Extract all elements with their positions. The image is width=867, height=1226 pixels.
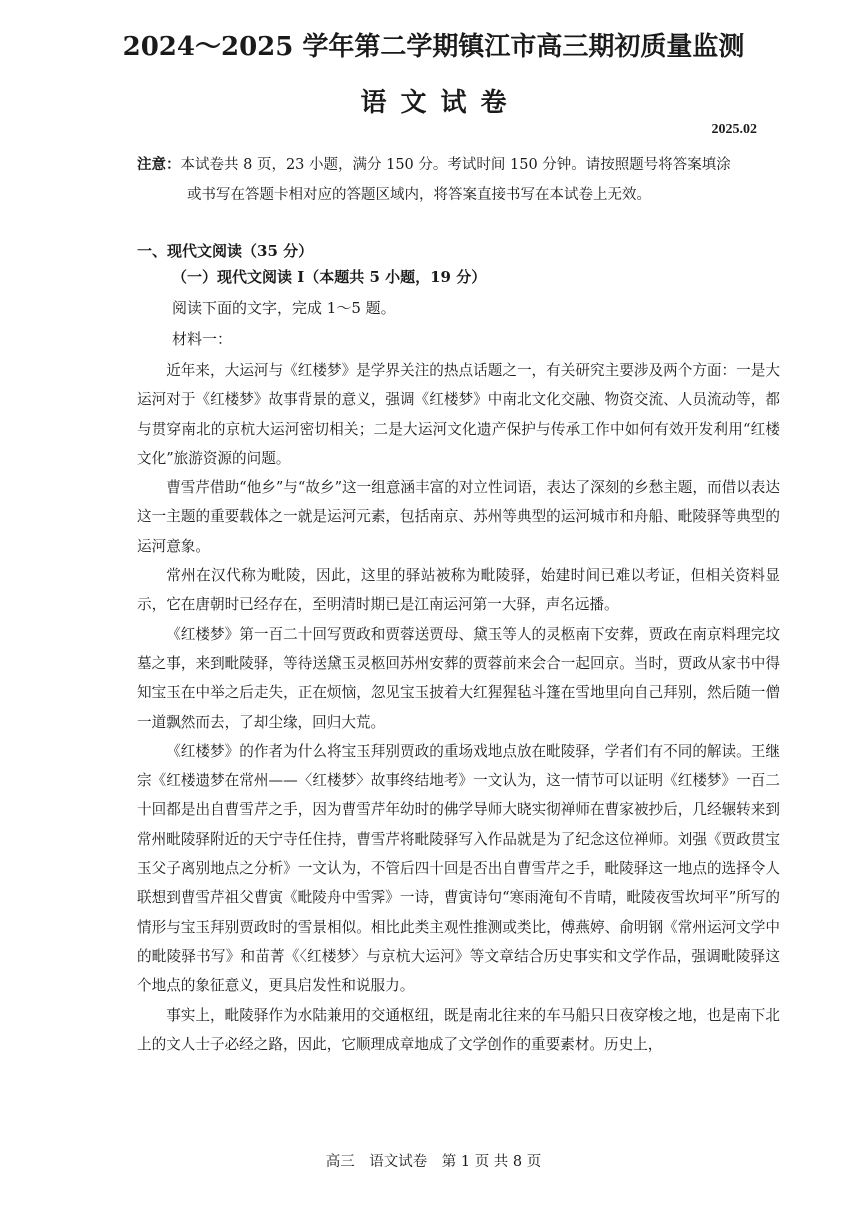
passage-paragraph-2: 曹雪芹借助“他乡”与“故乡”这一组意涵丰富的对立性词语，表达了深刻的乡愁主题，而借以表达这一主题的重要载体之一就是运河元素，包括南京、苏州等典型的运河城市和舟船、毗陵驿等典型的运河意象。 xyxy=(137,479,780,555)
passage-paragraph-1: 近年来，大运河与《红楼梦》是学界关注的热点话题之一，有关研究主要涉及两个方面：一是大运河对于《红楼梦》故事背景的意义，强调《红楼梦》中南北文化交融、物资交流、人员流动等，都与贯穿南北的京杭大运河密切相关；二是大运河文化遗产保护与传承工作中如何有效开发利用“红楼文化”旅游资源的问题。 xyxy=(137,362,780,467)
passage-paragraph-5: 《红楼梦》的作者为什么将宝玉拜别贾政的重场戏地点放在毗陵驿，学者们有不同的解读。王继宗《红楼遗梦在常州——〈红楼梦〉故事终结地考》一文认为，这一情节可以证明《红楼梦》一百二十回都是出自曹雪芹之手，因为曹雪芹年幼时的佛学导师大晓实彻禅师在曹家被抄后，几经辗转来到常州毗陵驿附近的天宁寺任住持，曹雪芹将毗陵驿写入作品就是为了纪念这位禅师。刘强《贾政贯宝玉父子离别地点之分析》一文认为，不管后四十回是否出自曹雪芹之手，毗陵驿这一地点的选择令人联想到曹雪芹祖父曹寅《毗陵舟中雪霁》一诗，曹寅诗句“寒雨淹旬不肯晴，毗陵夜雪坎坷平”所写的情形与宝玉拜别贾政时的雪景相似。相比此类主观性推测或类比，傅燕婷、俞明钢《常州运河文学中的毗陵驿书写》和苗菁《〈红楼梦〉与京杭大运河》等文章结合历史事实和文学作品，强调毗陵驿这个地点的象征意义，更具启发性和说服力。 xyxy=(137,742,780,995)
exam-subtitle: 语文试卷 xyxy=(360,88,521,118)
subsection-heading: （一）现代文阅读 I（本题共 5 小题，19 分） xyxy=(172,268,487,286)
notice-line-1: 本试卷共 8 页，23 小题，满分 150 分。考试时间 150 分钟。请按照题号将答案填涂 xyxy=(180,157,731,173)
material-label: 材料一： xyxy=(172,330,233,348)
passage-paragraph-6: 事实上，毗陵驿作为水陆兼用的交通枢纽，既是南北往来的车马船只日夜穿梭之地，也是南下北上的文人士子必经之路，因此，它顺理成章地成了文学创作的重要素材。历史上， xyxy=(137,1006,780,1053)
exam-title: 2024～2025 学年第二学期镇江市高三期初质量监测 xyxy=(122,32,745,62)
notice-line-2: 或书写在答题卡相对应的答题区域内，将答案直接书写在本试卷上无效。 xyxy=(187,187,651,203)
page-footer: 高三 语文试卷 第 1 页 共 8 页 xyxy=(325,1154,542,1170)
notice-label: 注意： xyxy=(137,156,181,173)
passage-paragraph-4: 《红楼梦》第一百二十回写贾政和贾蓉送贾母、黛玉等人的灵柩南下安葬，贾政在南京料理完坟墓之事，来到毗陵驿，等待送黛玉灵柩回苏州安葬的贾蓉前来会合一起回京。当时，贾政从家书中得知宝玉在中举之后走失，正在烦恼，忽见宝玉披着大红猩猩毡斗篷在雪地里向自己拜别，然后随一僧一道飘然而去，了却尘缘，回归大荒。 xyxy=(137,625,780,731)
reading-instruction: 阅读下面的文字，完成 1～5 题。 xyxy=(172,299,396,317)
exam-date: 2025.02 xyxy=(711,122,757,137)
section-heading: 一、现代文阅读（35 分） xyxy=(137,242,314,260)
reading-passage xyxy=(137,356,780,1059)
passage-paragraph-3: 常州在汉代称为毗陵，因此，这里的驿站被称为毗陵驿，始建时间已难以考证，但相关资料显示，它在唐朝时已经存在，至明清时期已是江南运河第一大驿，声名远播。 xyxy=(137,567,780,614)
exam-notice xyxy=(137,150,777,210)
